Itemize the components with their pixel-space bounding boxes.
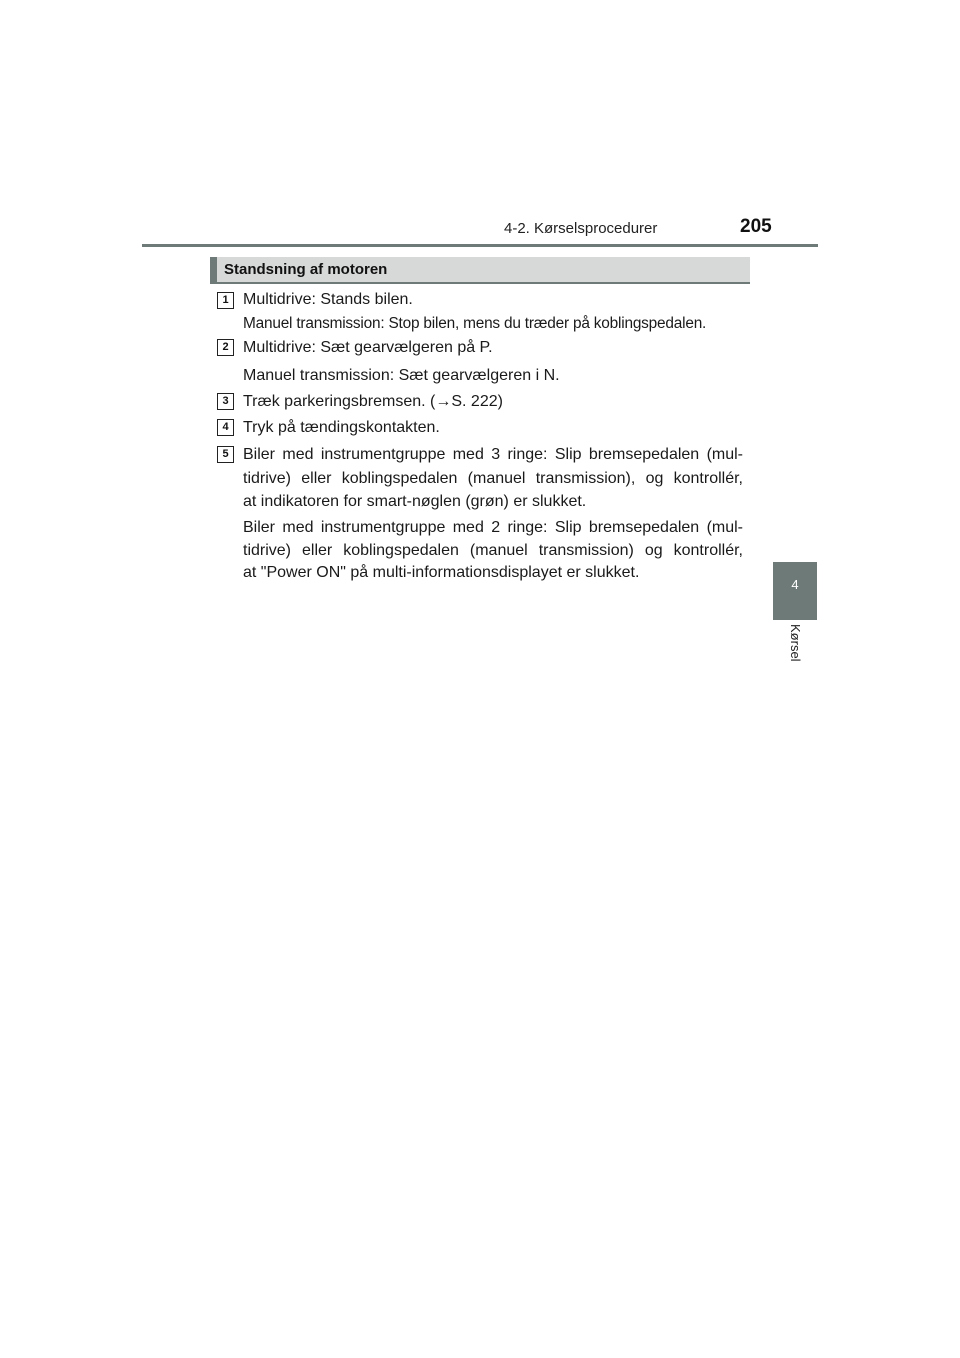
step-text: Manuel transmission: Sæt gearvælgeren i N. (243, 367, 560, 384)
header-section-title: 4-2. Kørselsprocedurer (504, 220, 658, 237)
step-text: Tryk på tændingskontakten. (243, 419, 440, 436)
step-text: at "Power ON" på multi-informationsdisplayet er slukket. (243, 564, 640, 581)
step-number-badge: 2 (217, 339, 234, 356)
section-title: Standsning af motoren (224, 261, 388, 278)
chapter-label: Kørsel (788, 624, 803, 662)
chapter-number: 4 (791, 577, 799, 592)
section-heading (210, 257, 750, 284)
step-text: Biler med instrumentgruppe med 3 ringe: Slip bremsepedalen (mul- (243, 446, 743, 463)
section-heading-bar (210, 257, 217, 282)
step-text: Træk parkeringsbremsen. (→S. 222) (243, 393, 503, 410)
step-number-badge: 1 (217, 292, 234, 309)
step-text: tidrive) eller koblingspedalen (manuel transmission) og kontrollér, (243, 542, 743, 559)
step-text: Multidrive: Sæt gearvælgeren på P. (243, 339, 493, 356)
step-text: Multidrive: Stands bilen. (243, 291, 413, 308)
header-rule (142, 244, 818, 247)
step-text: Manuel transmission: Stop bilen, mens du træder på koblingspedalen. (243, 315, 707, 332)
step-text: tidrive) eller koblingspedalen (manuel transmission), og kontrollér, (243, 470, 743, 487)
step-text: Biler med instrumentgruppe med 2 ringe: Slip bremsepedalen (mul- (243, 519, 743, 536)
page-number: 205 (740, 216, 772, 237)
step-number-badge: 3 (217, 393, 234, 410)
step-text: at indikatoren for smart-nøglen (grøn) er slukket. (243, 493, 587, 510)
step-number-badge: 4 (217, 419, 234, 436)
step-number-badge: 5 (217, 446, 234, 463)
